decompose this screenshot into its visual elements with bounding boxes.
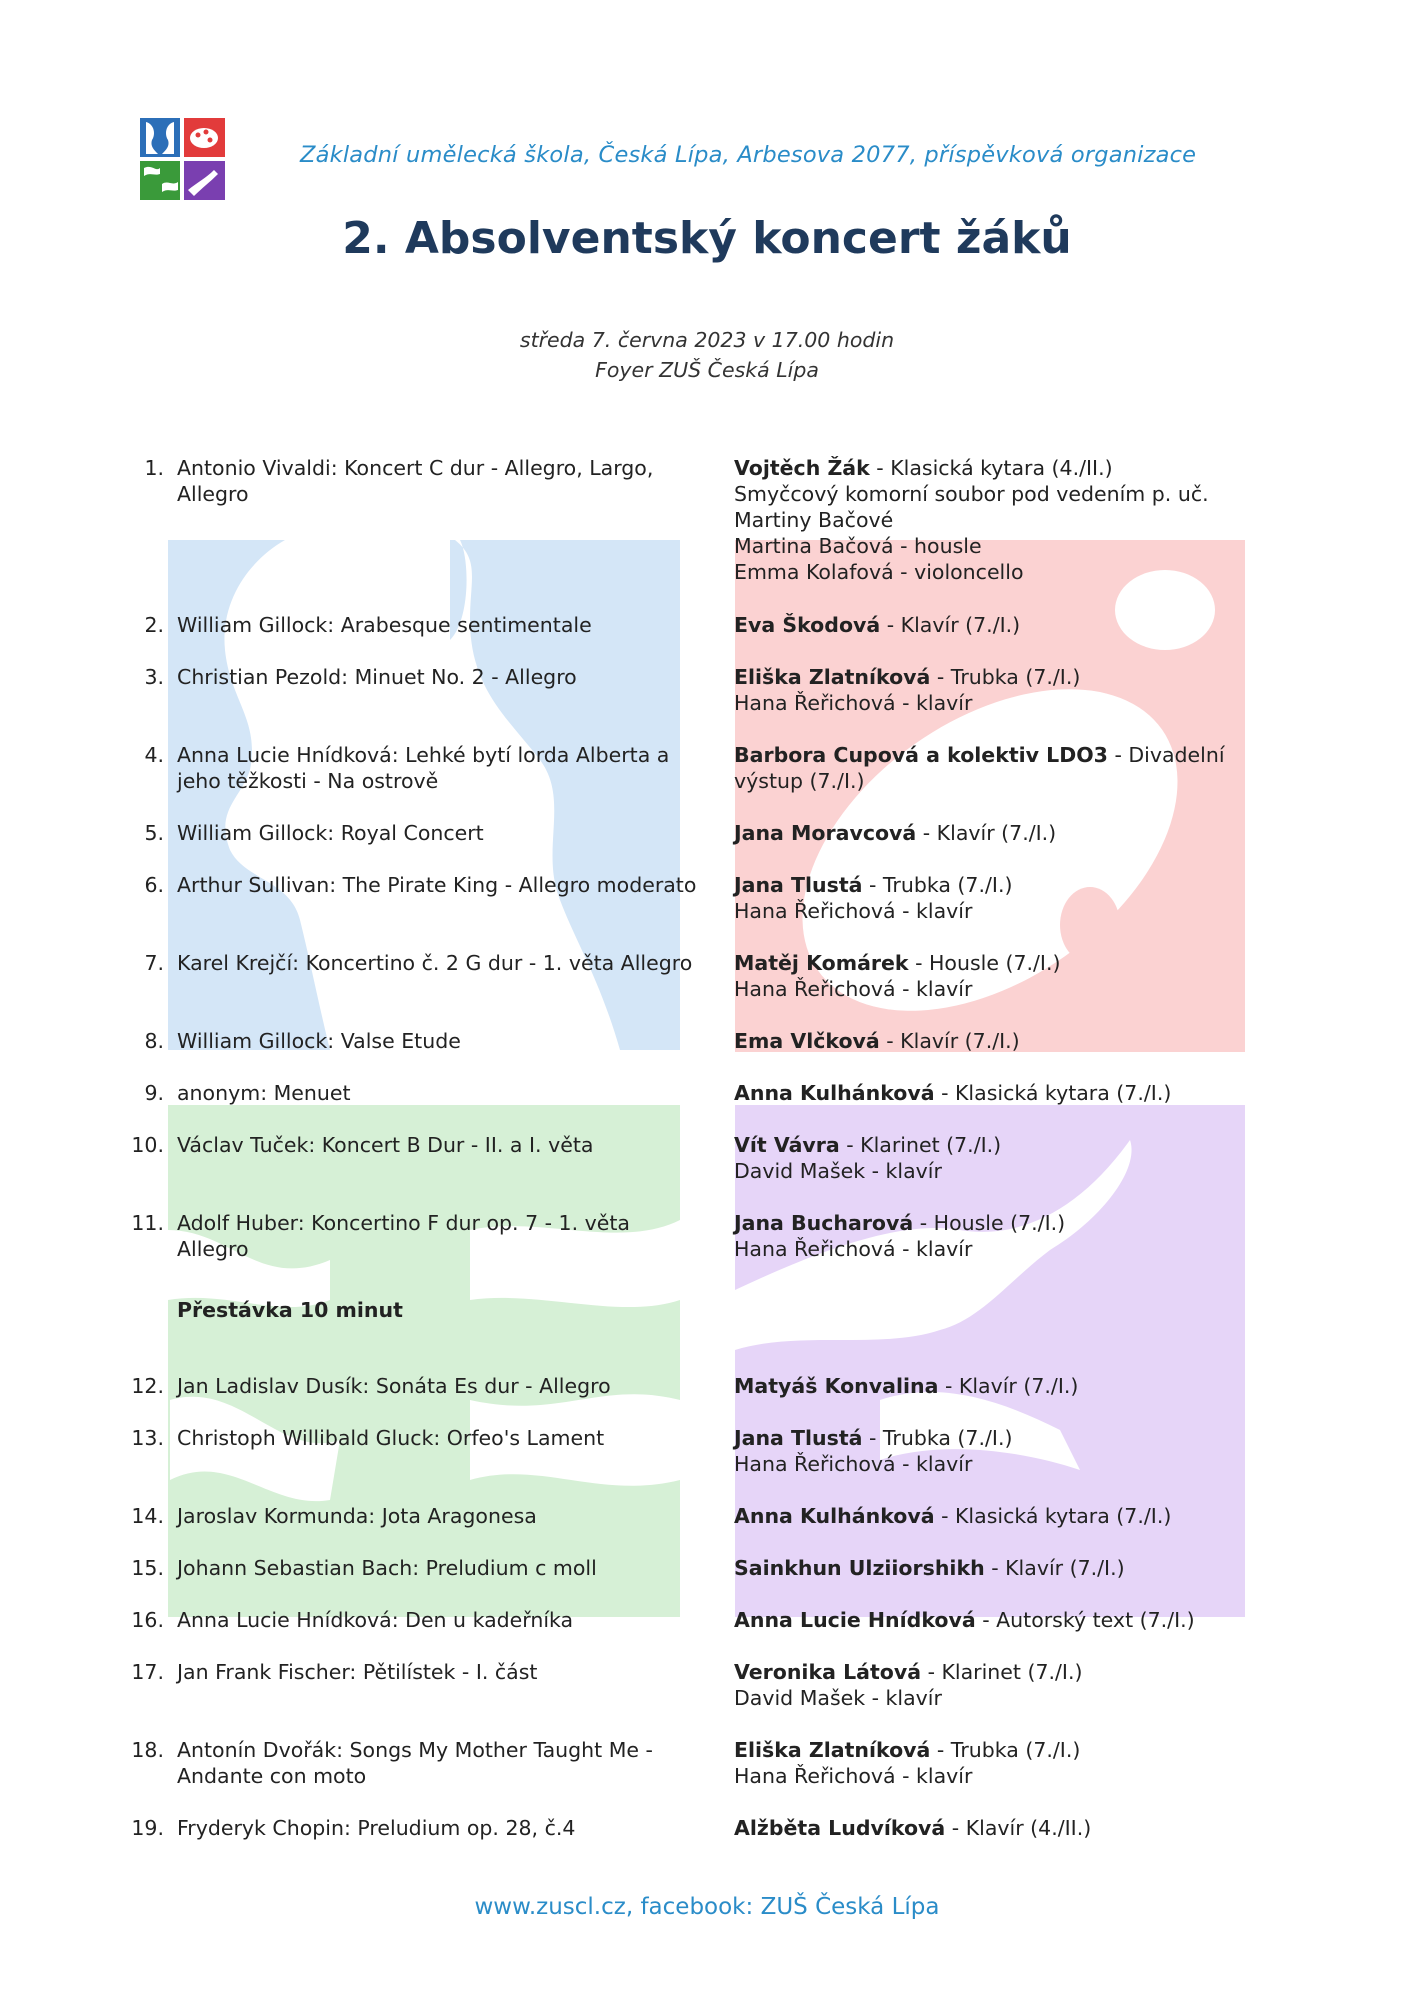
performer-name: Ema Vlčková bbox=[734, 1029, 880, 1053]
performer-name: Vojtěch Žák bbox=[734, 456, 870, 480]
program-number: 15. bbox=[131, 1556, 164, 1580]
intermission-label: Přestávka 10 minut bbox=[177, 1298, 403, 1322]
performer-name: Anna Lucie Hnídková bbox=[734, 1608, 976, 1632]
performer-role: - Trubka (7./I.) bbox=[930, 665, 1081, 689]
program-piece: Antonio Vivaldi: Koncert C dur - Allegro, Largo, Allegro bbox=[177, 456, 654, 506]
performer-name: Vít Vávra bbox=[734, 1133, 840, 1157]
performer-role: - Klarinet (7./I.) bbox=[839, 1133, 1002, 1157]
program-performers bbox=[734, 1080, 1254, 1106]
performer-role: - Divadelní výstup (7./I.) bbox=[734, 743, 1225, 793]
accompanist: Emma Kolafová - violoncello bbox=[734, 560, 1024, 584]
accompanist: Martina Bačová - housle bbox=[734, 534, 982, 558]
program-performers bbox=[734, 1210, 1254, 1262]
program-number: 2. bbox=[144, 613, 164, 637]
accompanist: Hana Řeřichová - klavír bbox=[734, 899, 973, 923]
program-piece: Arthur Sullivan: The Pirate King - Allegro moderato bbox=[177, 873, 697, 897]
school-name: Základní umělecká škola, Česká Lípa, Arbesova 2077, příspěvková organizace bbox=[300, 142, 1197, 168]
program-performers bbox=[734, 742, 1254, 794]
performer-name: Barbora Cupová a kolektiv LDO3 bbox=[734, 743, 1108, 767]
green-mask-shape bbox=[168, 1105, 680, 1617]
program-number: 10. bbox=[131, 1133, 164, 1157]
program-piece: Adolf Huber: Koncertino F dur op. 7 - 1. věta Allegro bbox=[177, 1211, 630, 1261]
accompanist: Hana Řeřichová - klavír bbox=[734, 1764, 973, 1788]
program-performers bbox=[734, 1503, 1254, 1529]
performer-role: - Klasická kytara (7./I.) bbox=[934, 1504, 1172, 1528]
program-piece: Václav Tuček: Koncert B Dur - II. a I. věta bbox=[177, 1133, 594, 1157]
program-piece: William Gillock: Arabesque sentimentale bbox=[177, 613, 592, 637]
program-number: 1. bbox=[144, 456, 164, 480]
program-performers bbox=[734, 455, 1254, 585]
accompanist: David Mašek - klavír bbox=[734, 1159, 942, 1183]
performer-name: Eliška Zlatníková bbox=[734, 1738, 931, 1762]
performer-name: Sainkhun Ulziiorshikh bbox=[734, 1556, 985, 1580]
program-performers bbox=[734, 1815, 1254, 1841]
program-piece: William Gillock: Valse Etude bbox=[177, 1029, 461, 1053]
program-piece: Anna Lucie Hnídková: Den u kadeřníka bbox=[177, 1608, 574, 1632]
program-number: 11. bbox=[131, 1211, 164, 1235]
performer-role: - Klavír (4./II.) bbox=[945, 1816, 1092, 1840]
program-performers bbox=[734, 612, 1254, 638]
performer-role: - Klavír (7./I.) bbox=[984, 1556, 1125, 1580]
program-performers bbox=[734, 1132, 1254, 1184]
performer-name: Jana Tlustá bbox=[734, 873, 863, 897]
program-performers bbox=[734, 1028, 1254, 1054]
performer-name: Eva Škodová bbox=[734, 613, 881, 637]
page-title: 2. Absolventský koncert žáků bbox=[342, 213, 1072, 264]
program-piece: Anna Lucie Hnídková: Lehké bytí lorda Alberta a jeho těžkosti - Na ostrově bbox=[177, 743, 670, 793]
program-piece: Jan Frank Fischer: Pětilístek - I. část bbox=[177, 1660, 538, 1684]
program-number: 5. bbox=[144, 821, 164, 845]
program-number: 18. bbox=[131, 1738, 164, 1762]
performer-role: - Klavír (7./I.) bbox=[880, 613, 1021, 637]
program-number: 19. bbox=[131, 1816, 164, 1840]
program-piece: Karel Krejčí: Koncertino č. 2 G dur - 1. věta Allegro bbox=[177, 951, 693, 975]
performer-role: - Trubka (7./I.) bbox=[930, 1738, 1081, 1762]
program-number: 6. bbox=[144, 873, 164, 897]
performer-role: - Housle (7./I.) bbox=[913, 1211, 1066, 1235]
performer-name: Veronika Látová bbox=[734, 1660, 922, 1684]
performer-role: - Trubka (7./I.) bbox=[862, 1426, 1013, 1450]
concert-date: středa 7. června 2023 v 17.00 hodin bbox=[519, 328, 895, 352]
performer-role: - Klavír (7./I.) bbox=[916, 821, 1057, 845]
program-performers bbox=[734, 820, 1254, 846]
performer-name: Anna Kulhánková bbox=[734, 1081, 935, 1105]
accompanist: David Mašek - klavír bbox=[734, 1686, 942, 1710]
program-number: 13. bbox=[131, 1426, 164, 1450]
performer-role: - Klavír (7./I.) bbox=[938, 1374, 1079, 1398]
program-performers bbox=[734, 1607, 1254, 1633]
performer-name: Eliška Zlatníková bbox=[734, 665, 931, 689]
program-piece: William Gillock: Royal Concert bbox=[177, 821, 484, 845]
accompanist: Hana Řeřichová - klavír bbox=[734, 1452, 973, 1476]
program-number: 14. bbox=[131, 1504, 164, 1528]
program-piece: anonym: Menuet bbox=[177, 1081, 351, 1105]
program-performers bbox=[734, 1373, 1254, 1399]
program-performers bbox=[734, 1659, 1254, 1711]
accompanist: Smyčcový komorní soubor pod vedením p. uč. Martiny Bačové bbox=[734, 482, 1209, 532]
program-piece: Johann Sebastian Bach: Preludium c moll bbox=[177, 1556, 597, 1580]
program-piece: Fryderyk Chopin: Preludium op. 28, č.4 bbox=[177, 1816, 576, 1840]
program-number: 3. bbox=[144, 665, 164, 689]
program-number: 17. bbox=[131, 1660, 164, 1684]
program-performers bbox=[734, 1425, 1254, 1477]
performer-role: - Housle (7./I.) bbox=[908, 951, 1061, 975]
performer-name: Alžběta Ludvíková bbox=[734, 1816, 946, 1840]
program-number: 9. bbox=[144, 1081, 164, 1105]
program-number: 8. bbox=[144, 1029, 164, 1053]
concert-venue: Foyer ZUŠ Česká Lípa bbox=[595, 358, 819, 382]
performer-role: - Klasická kytara (4./II.) bbox=[869, 456, 1113, 480]
program-piece: Jaroslav Kormunda: Jota Aragonesa bbox=[177, 1504, 537, 1528]
school-logo bbox=[140, 118, 225, 200]
performer-name: Matyáš Konvalina bbox=[734, 1374, 939, 1398]
program-performers bbox=[734, 1737, 1254, 1789]
program-number: 16. bbox=[131, 1608, 164, 1632]
performer-role: - Klarinet (7./I.) bbox=[921, 1660, 1083, 1684]
performer-name: Anna Kulhánková bbox=[734, 1504, 935, 1528]
program-performers bbox=[734, 872, 1254, 924]
logo-green-quadrant bbox=[140, 161, 180, 200]
performer-name: Jana Tlustá bbox=[734, 1426, 863, 1450]
performer-role: - Klavír (7./I.) bbox=[879, 1029, 1020, 1053]
accompanist: Hana Řeřichová - klavír bbox=[734, 691, 973, 715]
program-number: 7. bbox=[144, 951, 164, 975]
performer-name: Matěj Komárek bbox=[734, 951, 909, 975]
program-piece: Christoph Willibald Gluck: Orfeo's Lament bbox=[177, 1426, 605, 1450]
program-piece: Jan Ladislav Dusík: Sonáta Es dur - Allegro bbox=[177, 1374, 611, 1398]
program-performers bbox=[734, 1555, 1254, 1581]
program-piece: Antonín Dvořák: Songs My Mother Taught Me - Andante con moto bbox=[177, 1738, 653, 1788]
program-performers bbox=[734, 950, 1254, 1002]
accompanist: Hana Řeřichová - klavír bbox=[734, 1237, 973, 1261]
performer-role: - Trubka (7./I.) bbox=[862, 873, 1013, 897]
performer-role: - Autorský text (7./I.) bbox=[975, 1608, 1195, 1632]
accompanist: Hana Řeřichová - klavír bbox=[734, 977, 973, 1001]
performer-name: Jana Moravcová bbox=[734, 821, 917, 845]
program-number: 12. bbox=[131, 1374, 164, 1398]
program-number: 4. bbox=[144, 743, 164, 767]
performer-role: - Klasická kytara (7./I.) bbox=[934, 1081, 1172, 1105]
performer-name: Jana Bucharová bbox=[734, 1211, 914, 1235]
footer-links[interactable]: www.zuscl.cz, facebook: ZUŠ Česká Lípa bbox=[474, 1894, 940, 1920]
program-piece: Christian Pezold: Minuet No. 2 - Allegro bbox=[177, 665, 577, 689]
program-performers bbox=[734, 664, 1254, 716]
